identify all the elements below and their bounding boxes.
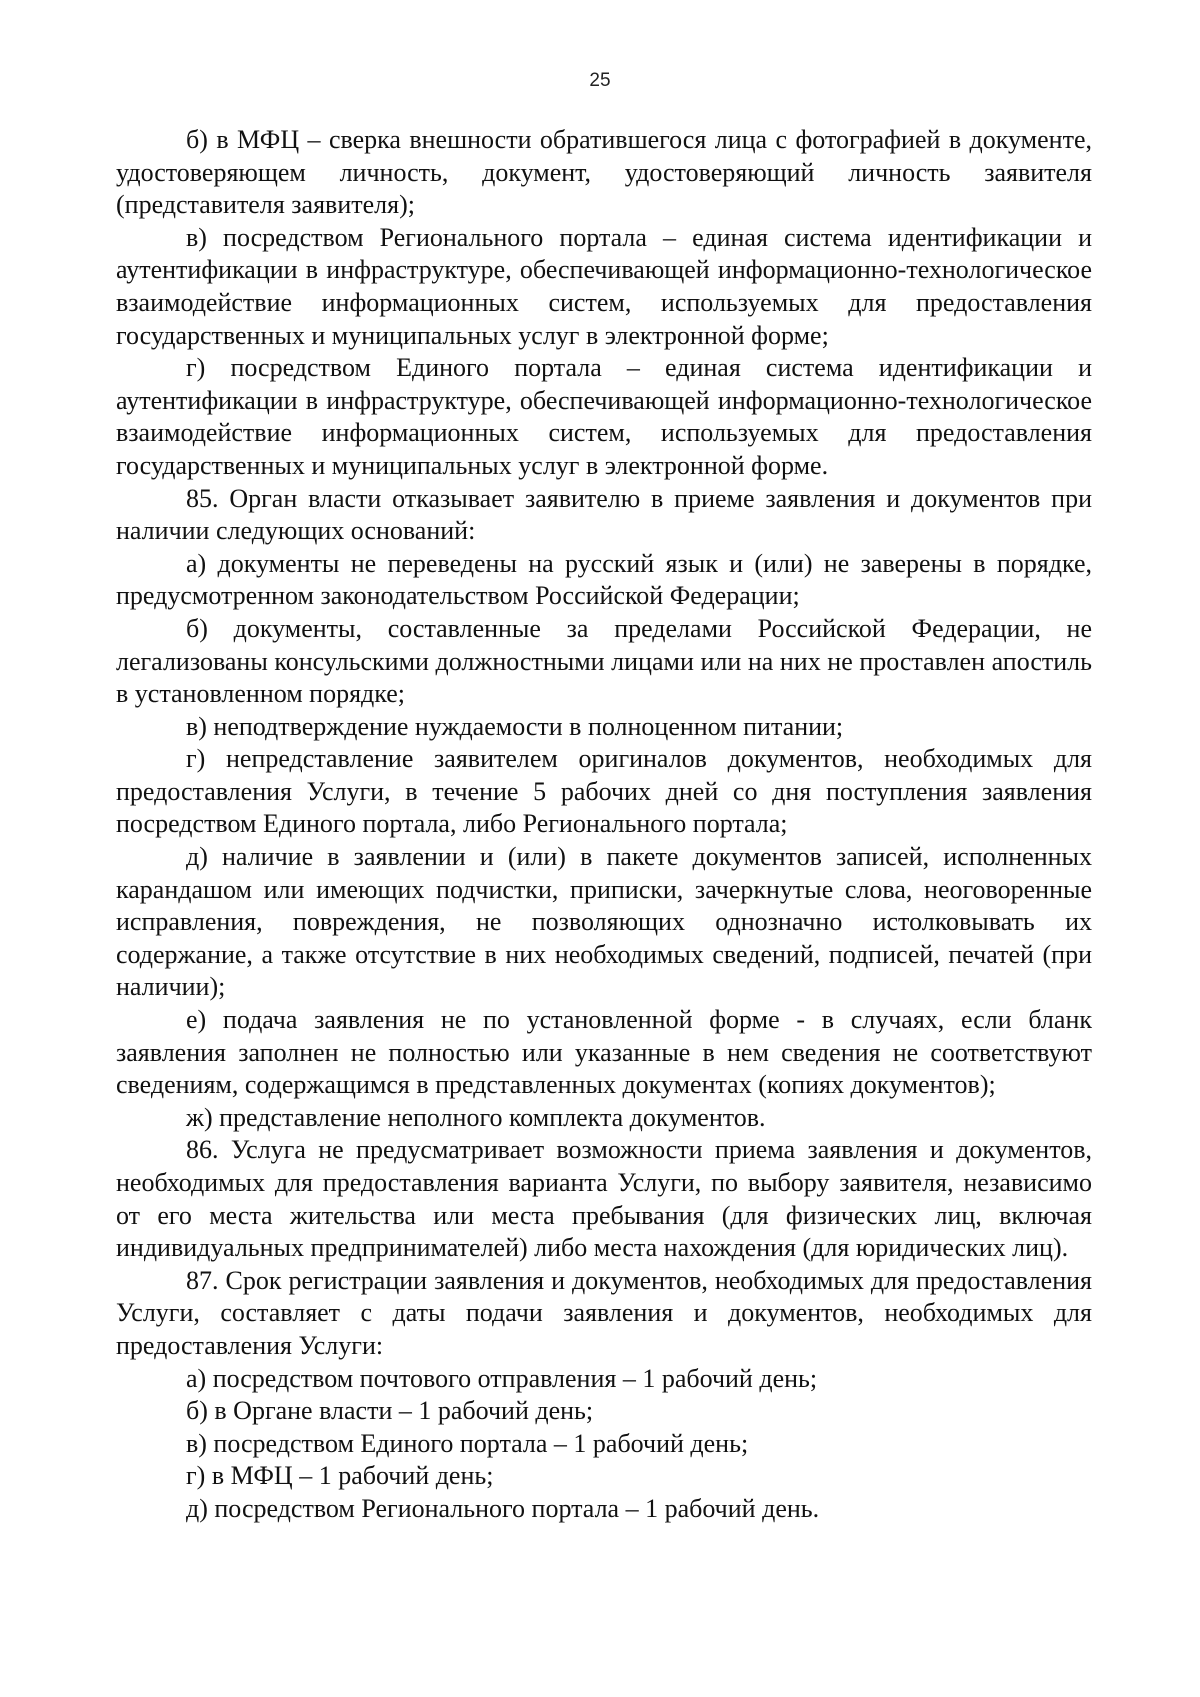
paragraph-85: 85. Орган власти отказывает заявителю в приеме заявления и документов при наличии следующих оснований: — [116, 483, 1092, 546]
paragraph-85-zh: ж) представление неполного комплекта документов. — [186, 1102, 766, 1132]
paragraph-85-e: е) подача заявления не по установленной форме - в случаях, если бланк заявления заполнен не полностью или указанные в нем сведения не соответствуют сведениям, содержащимся в представленных документах (копиях документов); — [116, 1005, 1092, 1100]
paragraph-87-d: д) посредством Регионального портала – 1 рабочий день. — [186, 1493, 820, 1523]
paragraph-85-d: д) наличие в заявлении и (или) в пакете документов записей, исполненных карандашом или имеющих подчистки, приписки, зачеркнутые слова, неоговоренные исправления, повреждения, не позволяющих однозначно истолковывать их содержание, а также отсутствие в них необходимых сведений, подписей, печатей (при наличии); — [116, 842, 1092, 1002]
paragraph-87-g: г) в МФЦ – 1 рабочий день; — [186, 1461, 494, 1491]
paragraph-84-b: б) в МФЦ – сверка внешности обратившегося лица с фотографией в документе, удостоверяющем личность, документ, удостоверяющий личность заявителя (представителя заявителя); — [116, 125, 1092, 220]
page-number: 25 — [589, 70, 611, 91]
paragraph-87-b: б) в Органе власти – 1 рабочий день; — [186, 1396, 594, 1426]
paragraph-87-v: в) посредством Единого портала – 1 рабочий день; — [186, 1428, 749, 1458]
paragraph-86: 86. Услуга не предусматривает возможности приема заявления и документов, необходимых для предоставления варианта Услуги, по выбору заявителя, независимо от его места жительства или места пребывания (для физических лиц, включая индивидуальных предпринимателей) либо места нахождения (для юридических лиц). — [116, 1135, 1092, 1263]
paragraph-85-a: а) документы не переведены на русский язык и (или) не заверены в порядке, предусмотренном законодательством Российской Федерации; — [116, 548, 1092, 611]
paragraph-84-g: г) посредством Единого портала – единая система идентификации и аутентификации в инфраструктуре, обеспечивающей информационно-технологическое взаимодействие информационных систем, используемых для предоставления государственных и муниципальных услуг в электронной форме. — [116, 353, 1092, 480]
paragraph-85-g: г) непредставление заявителем оригиналов документов, необходимых для предоставления Услуги, в течение 5 рабочих дней со дня поступления заявления посредством Единого портала, либо Регионального портала; — [116, 744, 1092, 839]
paragraph-84-v: в) посредством Регионального портала – единая система идентификации и аутентификации в инфраструктуре, обеспечивающей информационно-технологическое взаимодействие информационных систем, используемых для предоставления государственных и муниципальных услуг в электронной форме; — [116, 222, 1092, 350]
paragraph-85-b: б) документы, составленные за пределами Российской Федерации, не легализованы консульскими должностными лицами или на них не проставлен апостиль в установленном порядке; — [116, 613, 1092, 709]
document-body — [116, 124, 1092, 1526]
paragraph-87-a: а) посредством почтового отправления – 1 рабочий день; — [186, 1363, 818, 1393]
paragraph-87: 87. Срок регистрации заявления и документов, необходимых для предоставления Услуги, составляет с даты подачи заявления и документов, необходимых для предоставления Услуги: — [116, 1265, 1092, 1360]
paragraph-85-v: в) неподтверждение нуждаемости в полноценном питании; — [186, 711, 844, 741]
